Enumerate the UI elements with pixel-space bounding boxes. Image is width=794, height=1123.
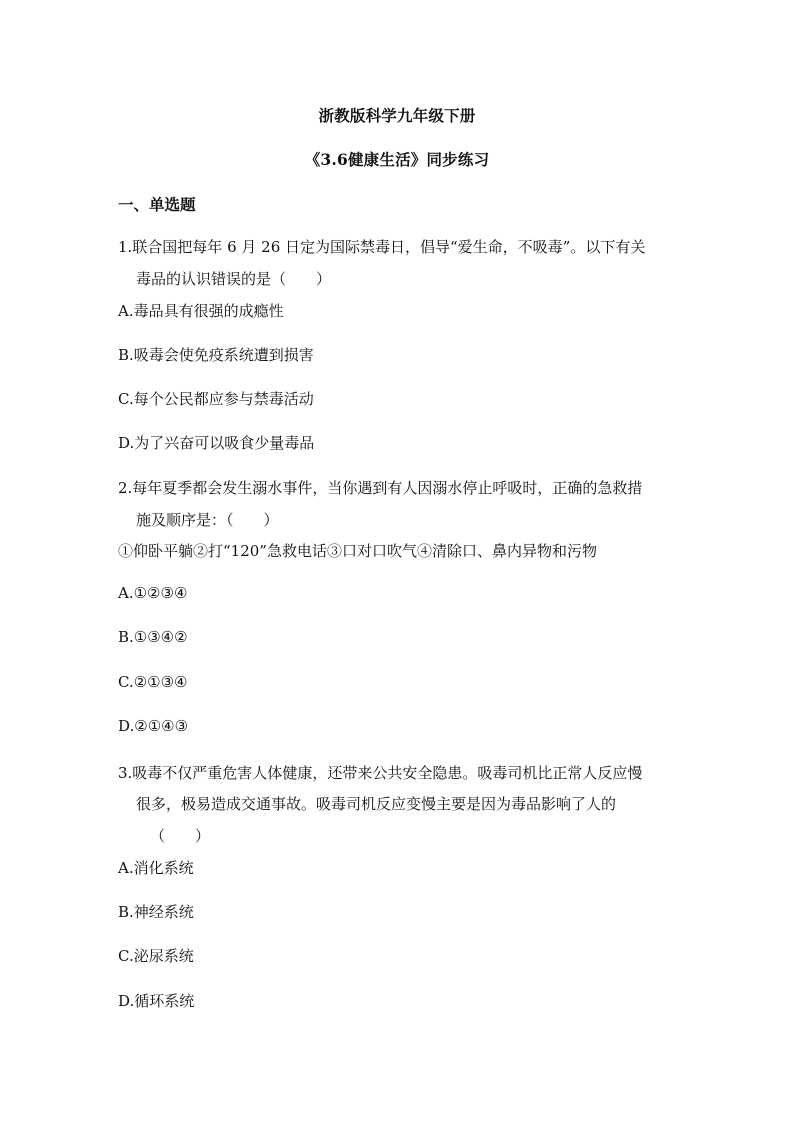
question-1-option-c: C.每个公民都应参与禁毒活动	[118, 390, 314, 408]
question-1-option-a: A.毒品具有很强的成瘾性	[118, 302, 284, 320]
question-2-stem-line-2: 施及顺序是：（ ）	[136, 511, 279, 529]
question-1-stem-line-2: 毒品的认识错误的是（ ）	[136, 270, 332, 288]
question-1-option-d: D.为了兴奋可以吸食少量毒品	[118, 434, 315, 452]
question-3-stem-line-1: 3.吸毒不仅严重危害人体健康，还带来公共安全隐患。吸毒司机比正常人反应慢	[118, 764, 643, 782]
question-2-option-a: A.①②③④	[118, 584, 188, 602]
question-3-stem-line-3: （ ）	[150, 827, 211, 845]
document-title: 浙教版科学九年级下册	[318, 106, 476, 125]
question-1-option-b: B.吸毒会使免疫系统遭到损害	[118, 346, 314, 364]
question-2-option-d: D.②①④③	[118, 717, 189, 735]
question-3-option-b: B.神经系统	[118, 903, 194, 921]
section-heading: 一、单选题	[118, 195, 196, 214]
question-2-option-c: C.②①③④	[118, 673, 188, 691]
question-2-stem-line-1: 2.每年夏季都会发生溺水事件，当你遇到有人因溺水停止呼吸时，正确的急救措	[118, 479, 643, 497]
question-1-stem-line-1: 1.联合国把每年 6 月 26 日定为国际禁毒日，倡导“爱生命，不吸毒”。以下有关	[118, 238, 646, 256]
question-3-stem-line-2: 很多，极易造成交通事故。吸毒司机反应变慢主要是因为毒品影响了人的	[136, 795, 617, 813]
question-3-option-a: A.消化系统	[118, 859, 194, 877]
question-3-option-c: C.泌尿系统	[118, 947, 194, 965]
document-subtitle: 《3.6健康生活》同步练习	[304, 150, 490, 169]
question-2-stem-line-3: ①仰卧平躺②打“120”急救电话③口对口吹气④清除口、鼻内异物和污物	[118, 542, 597, 560]
question-3-option-d: D.循环系统	[118, 992, 195, 1010]
question-2-option-b: B.①③④②	[118, 628, 188, 646]
